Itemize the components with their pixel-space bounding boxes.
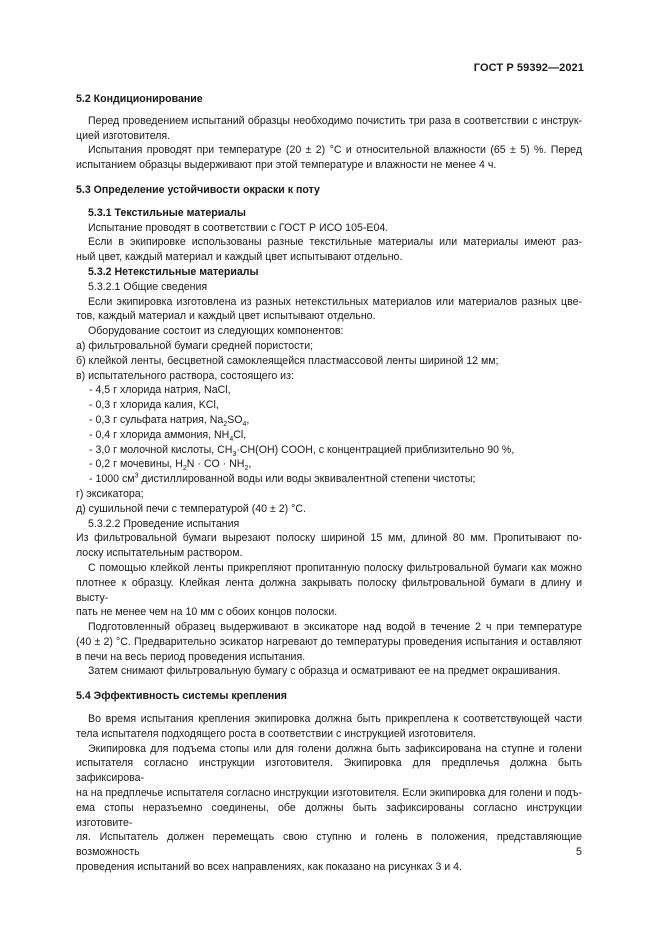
s52-p2-line2: испытанием образцы выдерживают при этой температуре и влажности не менее 4 ч.	[76, 159, 497, 172]
s5322-pb-line2: плотнее к образцу. Клейкая лента должна закрывать полоску фильтровальной бумаги в длину и высту-	[76, 576, 582, 604]
list-item-c: в) испытательного раствора, состоящего из:	[76, 369, 294, 382]
s54-p1-line2: тела испытателя подходящего роста в соответствии с инструкцией изготовителя.	[76, 727, 477, 740]
s54-p2-line6: проведения испытаний во всех направлениях, как показано на рисунках 3 и 4.	[76, 861, 462, 874]
section-5-2-title: 5.2 Кондиционирование	[76, 93, 203, 105]
list-item-g: г) эксикатора;	[76, 487, 144, 500]
s54-p2-line5: ля. Испытатель должен перемещать свою ступню и голень в положения, представляющие возможность	[76, 831, 582, 859]
section-5-3-title: 5.3 Определение устойчивости окраски к поту	[76, 183, 320, 196]
s5322-pd: Затем снимают фильтровальную бумагу с образца и осматривают ее на предмет окрашивания.	[88, 665, 561, 678]
s5322-pa-line2: лоску испытательным раствором.	[76, 547, 243, 560]
s52-p1-line2: цией изготовителя.	[76, 129, 171, 142]
s54-p2-line2: испытателя согласно инструкции изготовителя. Экипировка для предплечья должна быть зафиксирова-	[76, 757, 582, 785]
list-item-d: д) сушильной печи с температурой (40 ± 2) °С.	[76, 502, 306, 515]
section-5-3-2-2-title: 5.3.2.2 Проведение испытания	[88, 517, 240, 530]
s5321-p1-line1: Если экипировка изготовлена из разных нетекстильных материалов или материалов разных цве-	[88, 295, 582, 308]
s52-p2-line1: Испытания проводят при температуре (20 ± 2) °С и относительной влажности (65 ± 5) %. Перед	[88, 144, 582, 157]
section-5-3-1-title: 5.3.1 Текстильные материалы	[88, 206, 246, 219]
s5322-pc-line3: в печи на весь период проведения испытания.	[76, 650, 306, 663]
s5322-pb-line3: пать не менее чем на 10 мм с обоих концов полоски.	[76, 606, 338, 619]
document-body	[76, 92, 582, 875]
s5321-p2: Оборудование состоит из следующих компонентов:	[88, 325, 344, 338]
list-item-a: а) фильтровальной бумаги средней пористости;	[76, 339, 314, 352]
section-5-3-2-1-title: 5.3.2.1 Общие сведения	[88, 280, 208, 293]
sub-item-nh4cl: - 0,4 г хлорида аммония, $NH_4Cl$,	[89, 428, 247, 443]
section-5-4-title: 5.4 Эффективность системы крепления	[76, 690, 287, 703]
s5322-pc-line1: Подготовленный образец выдерживают в эксикаторе над водой в течение 2 ч при температуре	[88, 621, 582, 634]
s5322-pc-line2: (40 ± 2) °С. Предварительно эсикатор нагревают до температуры проведения испытания и оставляют	[76, 635, 582, 648]
sub-item-kcl: - 0,3 г хлорида калия, KCl,	[89, 399, 219, 412]
sub-item-water: - 1000 $см^3$ дистиллированной воды или воды эквивалентной степени чистоты;	[89, 472, 476, 486]
page-number: 5	[576, 846, 582, 858]
s5322-pb-line1: С помощью клейкой ленты прикрепляют пропитанную полоску фильтровальной бумаги как можно	[88, 561, 582, 574]
s5322-pa-line1: Из фильтровальной бумаги вырезают полоску шириной 15 мм, длиной 80 мм. Пропитывают по-	[76, 532, 582, 545]
s54-p2-line4: ема стопы неразъемно соединены, обе должны быть зафиксированы согласно инструкции изготовите-	[76, 801, 582, 829]
s52-p1-line1: Перед проведением испытаний образцы необходимо почистить три раза в соответствии с инструк-	[88, 114, 582, 127]
s54-p2-line1: Экипировка для подъема стопы или для голени должна быть зафиксирована на ступне и голени	[88, 742, 582, 755]
s531-p1: Испытание проводят в соответствии с ГОСТ Р ИСО 105-Е04.	[88, 221, 389, 234]
s5321-p1-line2: тов, каждый материал и каждый цвет испытывают отдельно.	[76, 310, 376, 323]
standard-header: ГОСТ Р 59392—2021	[473, 62, 584, 74]
s531-p2-line1: Если в экипировке использованы разные текстильные материалы или материалы имеют раз-	[88, 236, 582, 249]
s54-p1-line1: Во время испытания крепления экипировка должна быть прикреплена к соответствующей части	[88, 713, 582, 726]
list-item-b: б) клейкой ленты, бесцветной самоклеящейся пластмассовой ленты шириной 12 мм;	[76, 354, 499, 367]
sub-item-urea: - 0,2 г мочевины, $H_2N$ · CO · $NH_2$,	[89, 458, 252, 473]
section-5-3-2-title: 5.3.2 Нетекстильные материалы	[88, 265, 259, 278]
sub-item-lactic-acid: - 3,0 г молочной кислоты, $CH_3\cdot CH(OH)$ COOH, с концентрацией приблизительно 90 %,	[89, 443, 515, 458]
s54-p2-line3: на на предплечье испытателя согласно инструкции изготовителя. Если экипировка для голени и подъ-	[76, 787, 582, 800]
sub-item-nacl: - 4,5 г хлорида натрия, NaCl,	[89, 384, 231, 397]
s531-p2-line2: ный цвет, каждый материал и каждый цвет испытывают отдельно.	[76, 251, 403, 264]
sub-item-na2so4: - 0,3 г сульфата натрия, $Na_2SO_4$,	[89, 413, 250, 429]
